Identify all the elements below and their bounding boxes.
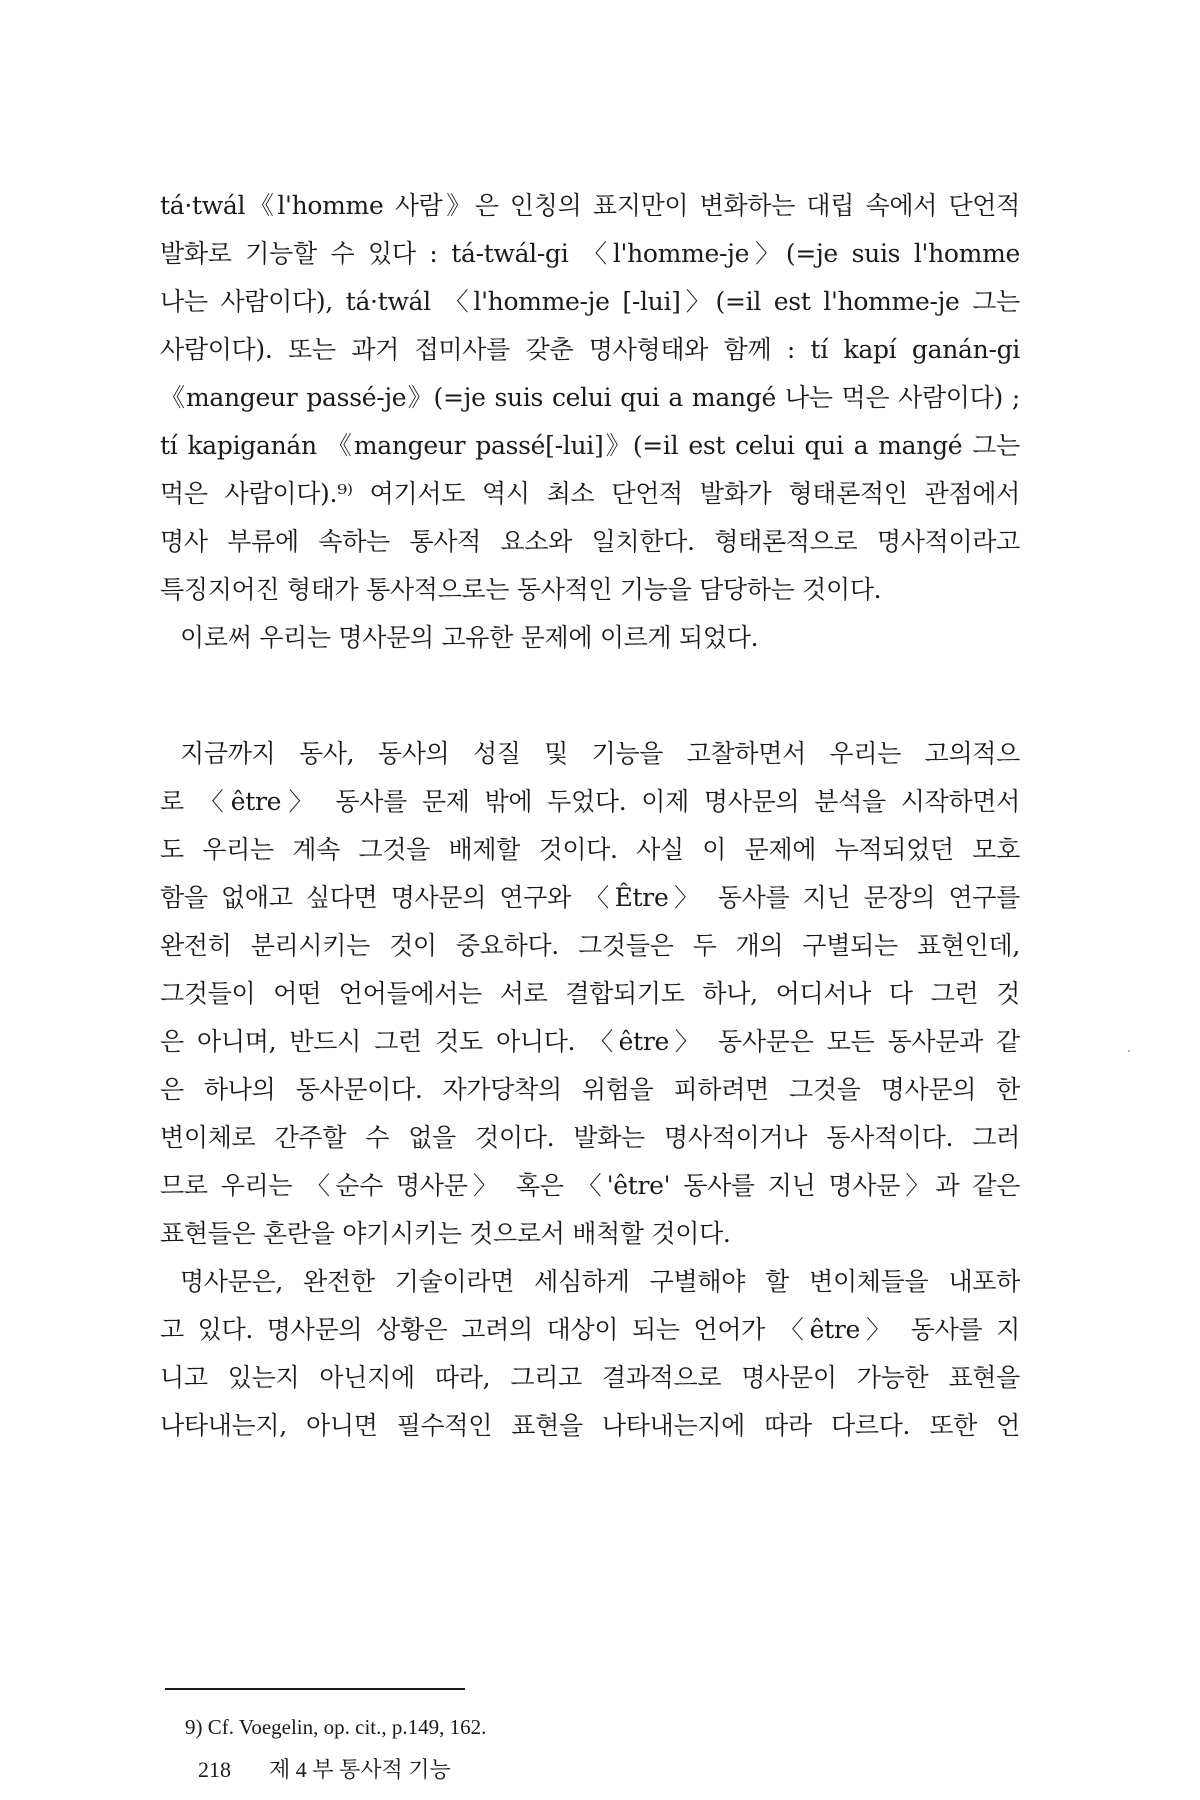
body-line: 변이체로 간주할 수 없을 것이다. 발화는 명사적이거나 동사적이다. 그러	[160, 1123, 1020, 1152]
footnote-rule	[165, 1688, 465, 1690]
body-line: 로 〈être〉 동사를 문제 밖에 두었다. 이제 명사문의 분석을 시작하면서	[160, 787, 1020, 816]
body-line: 나타내는지, 아니면 필수적인 표현을 나타내는지에 따라 다르다. 또한 언	[160, 1411, 1020, 1440]
body-line: 특징지어진 형태가 통사적으로는 동사적인 기능을 담당하는 것이다.	[160, 575, 882, 604]
body-line: 표현들은 혼란을 야기시키는 것으로서 배척할 것이다.	[160, 1219, 731, 1248]
body-line: 명사문은, 완전한 기술이라면 세심하게 구별해야 할 변이체들을 내포하	[180, 1267, 1020, 1296]
paper-speck	[1128, 1050, 1130, 1052]
page-footer	[198, 1755, 451, 1785]
page-number: 218	[198, 1757, 231, 1782]
body-line: 발화로 기능할 수 있다 : tá-twál-gi 〈l'homme-je〉(=je suis l'homme	[160, 239, 1020, 268]
body-line: 지금까지 동사, 동사의 성질 및 기능을 고찰하면서 우리는 고의적으	[180, 739, 1020, 768]
body-line: 도 우리는 계속 그것을 배제할 것이다. 사실 이 문제에 누적되었던 모호	[160, 835, 1020, 864]
body-line: 나는 사람이다), tá·twál 〈l'homme-je [-lui]〉(=il est l'homme-je 그는	[160, 287, 1020, 316]
footnote: 9) Cf. Voegelin, op. cit., p.149, 162.	[185, 1715, 487, 1739]
body-line: 사람이다). 또는 과거 접미사를 갖춘 명사형태와 함께 : tí kapí ganán-gi	[160, 335, 1020, 364]
body-line: tí kapiganán 《mangeur passé[-lui]》(=il est celui qui a mangé 그는	[160, 431, 1020, 460]
body-line: tá·twál《l'homme 사람》은 인칭의 표지만이 변화하는 대립 속에서 단언적	[160, 191, 1020, 220]
body-line: 《mangeur passé-je》(=je suis celui qui a mangé 나는 먹은 사람이다) ;	[160, 383, 1020, 412]
body-line: 이로써 우리는 명사문의 고유한 문제에 이르게 되었다.	[180, 623, 759, 652]
body-line: 함을 없애고 싶다면 명사문의 연구와 〈Être〉 동사를 지닌 문장의 연구를	[160, 883, 1020, 912]
body-line: 니고 있는지 아닌지에 따라, 그리고 결과적으로 명사문이 가능한 표현을	[160, 1363, 1020, 1392]
body-line: 명사 부류에 속하는 통사적 요소와 일치한다. 형태론적으로 명사적이라고	[160, 527, 1020, 556]
body-line: 그것들이 어떤 언어들에서는 서로 결합되기도 하나, 어디서나 다 그런 것	[160, 979, 1020, 1008]
body-line: 은 하나의 동사문이다. 자가당착의 위험을 피하려면 그것을 명사문의 한	[160, 1075, 1020, 1104]
body-line: 은 아니며, 반드시 그런 것도 아니다. 〈être〉 동사문은 모든 동사문과 같	[160, 1027, 1020, 1056]
body-line: 완전히 분리시키는 것이 중요하다. 그것들은 두 개의 구별되는 표현인데,	[160, 931, 1020, 960]
body-line: 므로 우리는 〈순수 명사문〉 혹은 〈'être' 동사를 지닌 명사문〉과 같은	[160, 1171, 1020, 1200]
body-line: 먹은 사람이다).⁹⁾ 여기서도 역시 최소 단언적 발화가 형태론적인 관점에서	[160, 479, 1020, 508]
body-line: 고 있다. 명사문의 상황은 고려의 대상이 되는 언어가 〈être〉 동사를 지	[160, 1315, 1020, 1344]
part-title: 제 4 부 통사적 기능	[269, 1757, 451, 1782]
